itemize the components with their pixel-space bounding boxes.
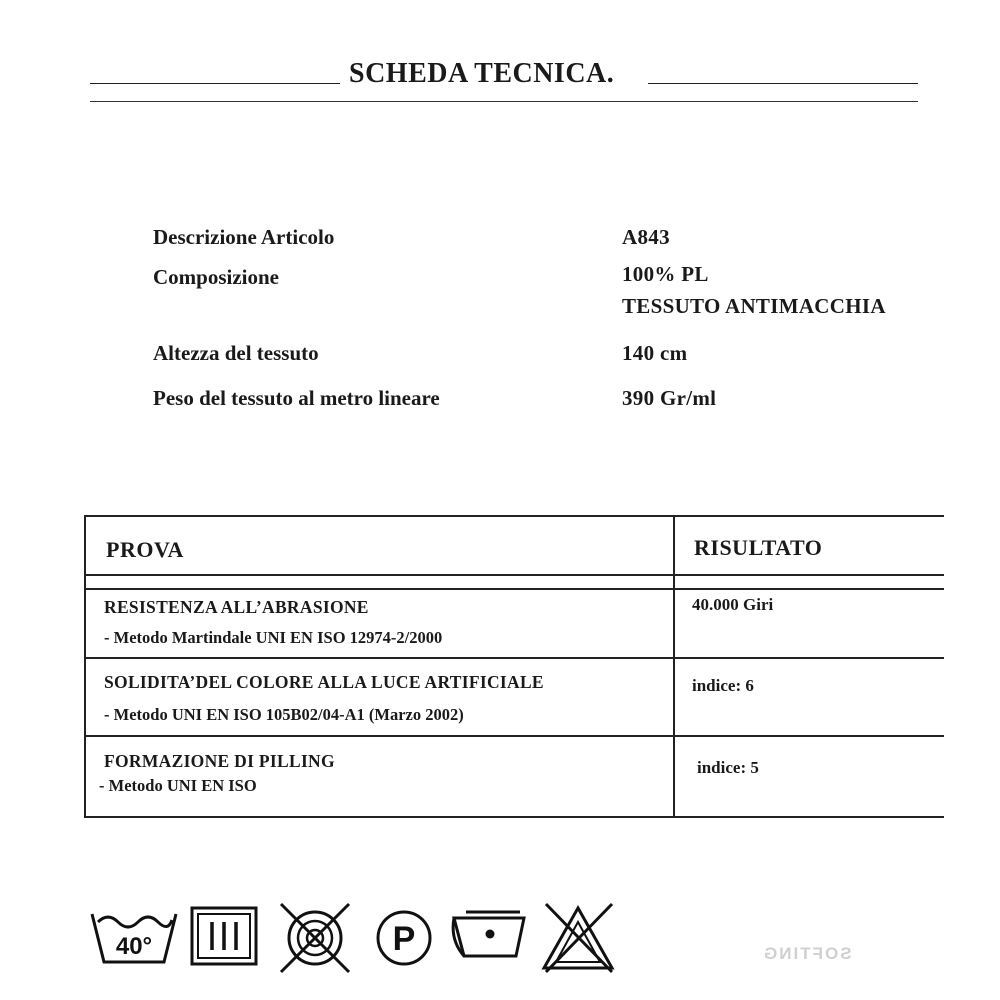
page-title: SCHEDA TECNICA.: [349, 58, 615, 89]
column-header-test: PROVA: [106, 537, 184, 562]
spec-value-weight: 390 Gr/ml: [622, 386, 717, 410]
column-header-result: RISULTATO: [694, 535, 823, 560]
spec-value-composition: 100% PL: [622, 262, 709, 286]
spec-value-composition-note: TESSUTO ANTIMACCHIA: [622, 294, 886, 318]
table-left-border: [84, 515, 86, 817]
test-name: FORMAZIONE DI PILLING: [104, 751, 335, 771]
iron-low-icon: [450, 900, 530, 970]
no-tumble-dry-icon: [275, 900, 355, 976]
wash-temp-label: 40°: [115, 933, 153, 960]
faded-stamp: SOFTING: [762, 944, 852, 963]
test-name: RESISTENZA ALL’ABRASIONE: [104, 597, 369, 617]
test-result: indice: 5: [697, 758, 759, 777]
spec-value-height: 140 cm: [622, 341, 688, 365]
table-bottom-border: [84, 816, 944, 818]
test-result: indice: 6: [692, 676, 754, 695]
table-row-divider: [84, 657, 944, 659]
table-top-border: [84, 515, 944, 517]
table-row-divider: [84, 735, 944, 737]
header-rule-left: [90, 83, 340, 84]
table-header-bottom-border: [84, 574, 944, 576]
test-name: SOLIDITA’DEL COLORE ALLA LUCE ARTIFICIALE: [104, 672, 544, 692]
dry-clean-letter: P: [392, 920, 416, 958]
dry-flat-icon: [188, 900, 262, 970]
table-column-divider: [673, 515, 675, 817]
table-body-top-border: [84, 588, 944, 590]
wash-40-icon: [88, 900, 180, 970]
spec-label-composition: Composizione: [153, 265, 279, 289]
spec-label-height: Altezza del tessuto: [153, 341, 319, 365]
no-bleach-icon: [538, 900, 618, 976]
test-method: - Metodo UNI EN ISO: [99, 776, 257, 795]
test-method: - Metodo UNI EN ISO 105B02/04-A1 (Marzo 2002): [104, 705, 464, 724]
header-divider: [90, 101, 918, 102]
test-result: 40.000 Giri: [692, 595, 774, 614]
dry-clean-p-icon: [372, 900, 438, 970]
test-method: - Metodo Martindale UNI EN ISO 12974-2/2000: [104, 628, 443, 647]
header-rule-right: [648, 83, 918, 84]
spec-label-article: Descrizione Articolo: [153, 225, 335, 249]
spec-label-weight: Peso del tessuto al metro lineare: [153, 386, 440, 410]
spec-value-article: A843: [622, 225, 670, 249]
